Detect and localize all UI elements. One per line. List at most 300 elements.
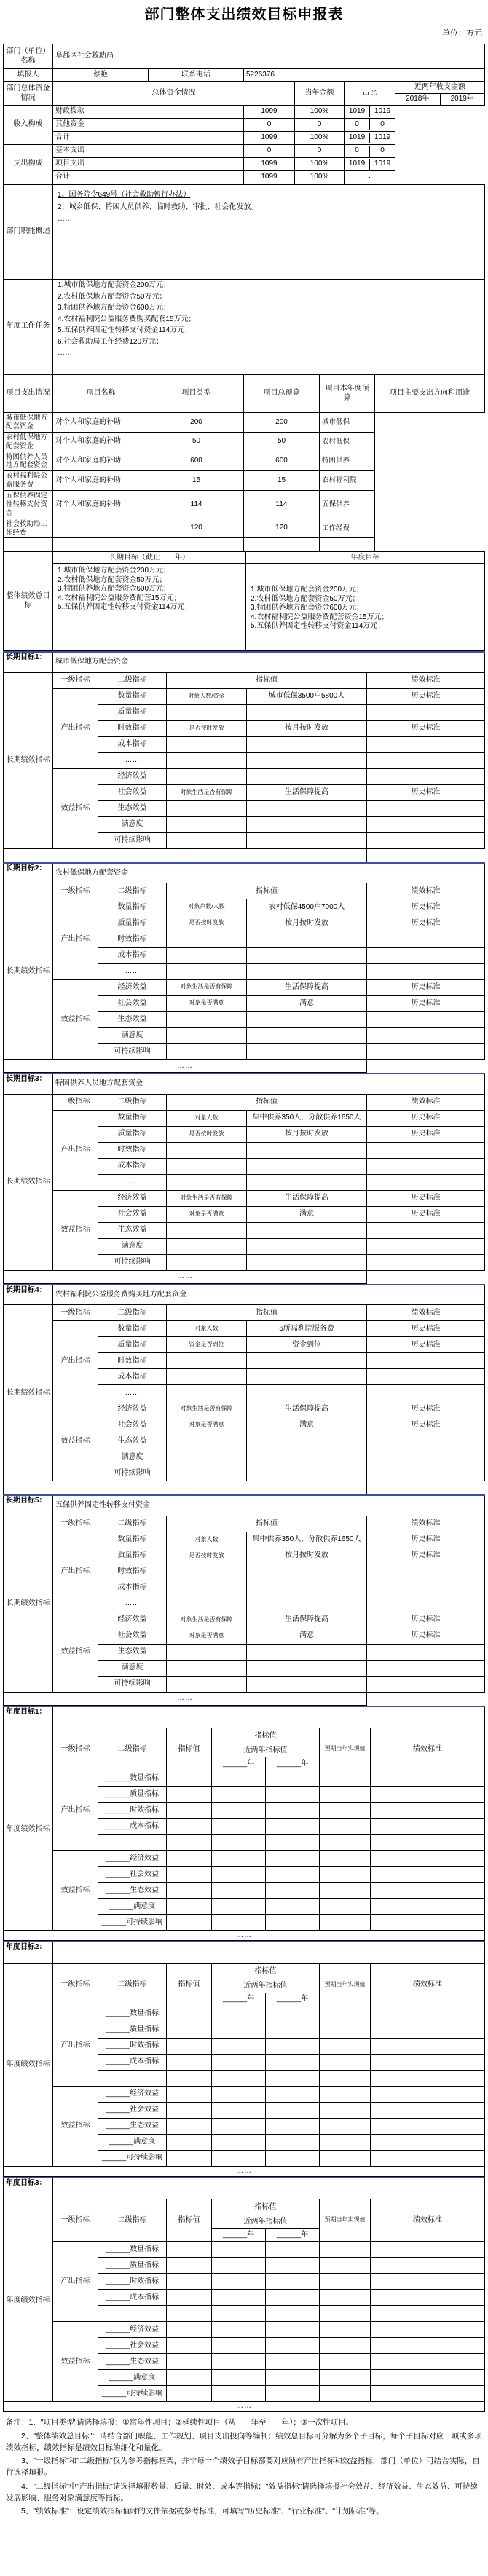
indicator-name[interactable]: 对象生活是否有保障 [167, 784, 247, 800]
annual-cell[interactable] [167, 2274, 212, 2290]
project-total[interactable]: 600 [149, 452, 244, 471]
indicator-value[interactable] [247, 1433, 367, 1449]
project-year[interactable]: 120 [244, 519, 320, 538]
annual-cell[interactable] [212, 2118, 266, 2134]
standard-value[interactable]: 历史标准 [367, 720, 485, 736]
indicator-value[interactable] [247, 1174, 367, 1190]
project-type[interactable] [53, 519, 149, 538]
indicator-name[interactable]: 资金是否到位 [167, 1337, 247, 1353]
annual-cell[interactable] [212, 2242, 266, 2258]
annual-cell[interactable] [266, 1915, 320, 1931]
standard-value[interactable] [367, 1449, 485, 1465]
indicator-name[interactable]: 对象人数 [167, 1110, 247, 1126]
standard-value[interactable]: 历史标准 [367, 915, 485, 931]
annual-cell[interactable] [212, 2150, 266, 2166]
goal-name[interactable]: 农村福利院公益服务费购买地方配套资金 [53, 1285, 485, 1305]
annual-cell[interactable] [167, 2054, 212, 2070]
annual-cell[interactable] [371, 1883, 485, 1899]
annual-cell[interactable] [266, 2038, 320, 2054]
annual-cell[interactable] [371, 1899, 485, 1915]
standard-value[interactable]: 历史标准 [367, 1206, 485, 1222]
indicator-value[interactable]: 按月按时发放 [247, 915, 367, 931]
annual-cell[interactable] [266, 1867, 320, 1883]
indicator-value[interactable] [247, 1580, 367, 1596]
annual-cell[interactable] [212, 1915, 266, 1931]
standard-value[interactable] [367, 1028, 485, 1044]
standard-value[interactable] [367, 1433, 485, 1449]
indicator-value[interactable] [247, 1385, 367, 1401]
standard-value[interactable] [367, 816, 485, 832]
annual-cell[interactable] [320, 2258, 371, 2274]
project-year[interactable]: 114 [244, 491, 320, 519]
indicator-name[interactable] [167, 1353, 247, 1369]
indicator-name[interactable] [167, 1676, 247, 1692]
indicator-name[interactable] [167, 1465, 247, 1481]
annual-cell[interactable] [167, 2354, 212, 2370]
standard-value[interactable] [367, 931, 485, 948]
indicator-value[interactable]: 城市低保3500户5800人 [247, 688, 367, 704]
annual-cell[interactable] [371, 1835, 485, 1851]
standard-value[interactable]: 历史标准 [367, 1548, 485, 1564]
goal-name[interactable]: 城市低保地方配套资金 [53, 652, 485, 672]
annual-cell[interactable] [371, 2134, 485, 2150]
indicator-name[interactable]: 对象人数 [167, 1321, 247, 1337]
annual-cell[interactable] [266, 2274, 320, 2290]
annual-cell[interactable] [167, 2258, 212, 2274]
project-type[interactable]: 对个人和家庭的补助 [53, 432, 149, 452]
indicator-value[interactable] [247, 1238, 367, 1254]
standard-value[interactable] [367, 1254, 485, 1270]
annual-cell[interactable] [167, 2038, 212, 2054]
standard-value[interactable] [367, 948, 485, 964]
annual-cell[interactable] [167, 1770, 212, 1787]
standard-value[interactable] [367, 1238, 485, 1254]
annual-cell[interactable] [167, 2118, 212, 2134]
indicator-name[interactable] [167, 1596, 247, 1612]
fund-row-2018[interactable]: 0 [345, 146, 370, 157]
annual-cell[interactable] [212, 2370, 266, 2386]
project-total[interactable]: 15 [149, 471, 244, 491]
annual-cell[interactable] [320, 1803, 371, 1819]
fund-row-ratio[interactable]: 0 [295, 119, 345, 132]
annual-cell[interactable] [266, 1883, 320, 1899]
year-cell-2[interactable] [266, 2229, 320, 2242]
indicator-value[interactable]: 满意 [247, 996, 367, 1012]
year-goal-content[interactable] [246, 564, 485, 651]
standard-value[interactable]: 历史标准 [367, 784, 485, 800]
annual-cell[interactable] [266, 1899, 320, 1915]
standard-value[interactable] [367, 736, 485, 752]
filler-value[interactable]: 蔡艳 [53, 69, 149, 82]
annual-cell[interactable] [320, 2022, 371, 2038]
indicator-value[interactable] [247, 1222, 367, 1238]
fund-row-2019[interactable]: 1019 [374, 133, 391, 142]
standard-value[interactable] [367, 1353, 485, 1369]
annual-cell[interactable] [212, 2386, 266, 2402]
annual-cell[interactable] [167, 1883, 212, 1899]
indicator-name[interactable] [167, 1433, 247, 1449]
year-cell-1[interactable] [212, 1993, 266, 2006]
indicator-name[interactable] [167, 1385, 247, 1401]
annual-cell[interactable] [371, 2290, 485, 2306]
annual-cell[interactable] [212, 2290, 266, 2306]
annual-cell[interactable] [320, 2070, 371, 2086]
annual-cell[interactable] [371, 2038, 485, 2054]
annual-cell[interactable] [371, 2354, 485, 2370]
annual-cell[interactable] [212, 2054, 266, 2070]
indicator-name[interactable] [167, 800, 247, 816]
indicator-name[interactable] [167, 1174, 247, 1190]
indicator-value[interactable] [247, 752, 367, 768]
annual-cell[interactable] [266, 2118, 320, 2134]
indicator-value[interactable]: 农村低保4500户7000人 [247, 899, 367, 915]
annual-cell[interactable] [212, 1899, 266, 1915]
indicator-value[interactable]: 满意 [247, 1206, 367, 1222]
duty-content[interactable] [53, 185, 485, 280]
indicator-value[interactable] [247, 704, 367, 720]
annual-cell[interactable] [320, 1899, 371, 1915]
indicator-name[interactable] [167, 832, 247, 848]
annual-cell[interactable] [371, 1819, 485, 1835]
indicator-value[interactable]: 满意 [247, 1417, 367, 1433]
annual-name[interactable] [53, 2178, 485, 2199]
annual-cell[interactable] [266, 2134, 320, 2150]
annual-cell[interactable] [320, 2290, 371, 2306]
standard-value[interactable]: 历史标准 [367, 980, 485, 996]
annual-cell[interactable] [320, 2102, 371, 2118]
indicator-name[interactable]: 是否按时发放 [167, 1548, 247, 1564]
annual-cell[interactable] [266, 2258, 320, 2274]
annual-cell[interactable] [371, 2370, 485, 2386]
standard-value[interactable] [367, 832, 485, 848]
annual-cell[interactable] [266, 2054, 320, 2070]
standard-value[interactable] [367, 704, 485, 720]
project-use[interactable]: 城市低保 [320, 413, 375, 433]
indicator-name[interactable] [167, 1012, 247, 1028]
annual-cell[interactable] [167, 2086, 212, 2102]
indicator-name[interactable]: 对象生活是否有保障 [167, 1190, 247, 1206]
indicator-value[interactable] [247, 832, 367, 848]
standard-value[interactable] [367, 752, 485, 768]
annual-cell[interactable] [212, 2322, 266, 2338]
indicator-name[interactable]: 对象是否满意 [167, 996, 247, 1012]
indicator-value[interactable] [247, 1660, 367, 1676]
annual-cell[interactable] [212, 2070, 266, 2086]
annual-cell[interactable] [266, 2322, 320, 2338]
annual-cell[interactable] [371, 2070, 485, 2086]
annual-cell[interactable] [212, 2006, 266, 2022]
annual-cell[interactable] [266, 2370, 320, 2386]
annual-cell[interactable] [167, 1819, 212, 1835]
standard-value[interactable] [367, 1596, 485, 1612]
annual-cell[interactable] [320, 2038, 371, 2054]
standard-value[interactable] [367, 1564, 485, 1580]
annual-cell[interactable] [212, 1835, 266, 1851]
annual-cell[interactable] [371, 2022, 485, 2038]
standard-value[interactable] [367, 1676, 485, 1692]
annual-cell[interactable] [212, 1883, 266, 1899]
standard-value[interactable] [367, 1385, 485, 1401]
indicator-value[interactable]: 6所福利院服务费 [247, 1321, 367, 1337]
annual-cell[interactable] [212, 2038, 266, 2054]
annual-cell[interactable] [212, 2258, 266, 2274]
project-total[interactable]: 200 [149, 413, 244, 433]
annual-cell[interactable] [212, 1770, 266, 1787]
annual-cell[interactable] [167, 2322, 212, 2338]
annual-cell[interactable] [212, 2086, 266, 2102]
annual-cell[interactable] [167, 2290, 212, 2306]
goal-name[interactable]: 五保供养固定性转移支付资金 [53, 1495, 485, 1516]
annual-cell[interactable] [266, 2290, 320, 2306]
indicator-name[interactable]: 对象人数/资金 [167, 688, 247, 704]
standard-value[interactable] [367, 1158, 485, 1174]
annual-cell[interactable] [266, 2386, 320, 2402]
annual-cell[interactable] [320, 1867, 371, 1883]
indicator-value[interactable] [247, 1564, 367, 1580]
project-name[interactable]: 社会救助局工作经费 [4, 519, 53, 538]
annual-cell[interactable] [320, 1835, 371, 1851]
standard-value[interactable]: 历史标准 [367, 1190, 485, 1206]
indicator-name[interactable]: 对象生活是否有保障 [167, 980, 247, 996]
tasks-content[interactable] [53, 280, 485, 374]
indicator-name[interactable] [167, 948, 247, 964]
indicator-name[interactable] [167, 768, 247, 784]
indicator-name[interactable] [167, 1369, 247, 1385]
annual-cell[interactable] [167, 1915, 212, 1931]
project-type[interactable]: 对个人和家庭的补助 [53, 471, 149, 491]
indicator-name[interactable] [167, 1254, 247, 1270]
annual-cell[interactable] [212, 1803, 266, 1819]
annual-cell[interactable] [266, 1851, 320, 1867]
annual-cell[interactable] [212, 2022, 266, 2038]
annual-cell[interactable] [266, 2150, 320, 2166]
project-year[interactable]: 15 [244, 471, 320, 491]
standard-value[interactable]: 历史标准 [367, 1612, 485, 1628]
indicator-name[interactable]: 是否按时发放 [167, 720, 247, 736]
indicator-value[interactable] [247, 1449, 367, 1465]
standard-value[interactable]: 历史标准 [367, 899, 485, 915]
fund-row-2018[interactable] [345, 177, 370, 178]
year-cell-2[interactable] [266, 1757, 320, 1770]
indicator-value[interactable] [247, 736, 367, 752]
indicator-name[interactable]: 对象是否满意 [167, 1417, 247, 1433]
annual-cell[interactable] [167, 2338, 212, 2354]
indicator-value[interactable]: 生活保障提高 [247, 1190, 367, 1206]
fund-row-2018[interactable]: 1019 [345, 159, 370, 170]
annual-cell[interactable] [212, 2134, 266, 2150]
indicator-name[interactable] [167, 1449, 247, 1465]
fund-row-current[interactable]: 1099 [244, 132, 295, 145]
standard-value[interactable] [367, 1012, 485, 1028]
annual-cell[interactable] [320, 1851, 371, 1867]
standard-value[interactable]: 历史标准 [367, 1337, 485, 1353]
annual-cell[interactable] [167, 1835, 212, 1851]
project-use[interactable]: 特困供养 [320, 452, 375, 471]
indicator-value[interactable]: 集中供养350人，分散供养1650人 [247, 1110, 367, 1126]
project-total[interactable]: 120 [149, 519, 244, 538]
annual-cell[interactable] [212, 1851, 266, 1867]
indicator-name[interactable]: 是否按时发放 [167, 1126, 247, 1142]
indicator-value[interactable] [247, 1142, 367, 1158]
annual-cell[interactable] [167, 1867, 212, 1883]
standard-value[interactable] [367, 1580, 485, 1596]
fund-row-ratio[interactable]: 100% [295, 158, 345, 171]
annual-cell[interactable] [371, 2150, 485, 2166]
indicator-name[interactable] [167, 1660, 247, 1676]
standard-value[interactable] [367, 964, 485, 980]
annual-cell[interactable] [320, 2134, 371, 2150]
indicator-name[interactable] [167, 816, 247, 832]
annual-cell[interactable] [371, 2054, 485, 2070]
annual-cell[interactable] [320, 1787, 371, 1803]
annual-cell[interactable] [167, 2006, 212, 2022]
indicator-value[interactable] [247, 1676, 367, 1692]
annual-cell[interactable] [371, 2242, 485, 2258]
project-name[interactable]: 农村福利院公益服务费 [4, 471, 53, 491]
project-use[interactable]: 五保供养 [320, 491, 375, 519]
annual-cell[interactable] [167, 2306, 212, 2322]
annual-cell[interactable] [320, 1819, 371, 1835]
annual-cell[interactable] [266, 2006, 320, 2022]
annual-cell[interactable] [371, 2102, 485, 2118]
annual-cell[interactable] [212, 2274, 266, 2290]
fund-row-2019[interactable]: 0 [380, 120, 385, 129]
annual-cell[interactable] [266, 1819, 320, 1835]
annual-cell[interactable] [320, 2370, 371, 2386]
standard-value[interactable] [367, 1174, 485, 1190]
annual-cell[interactable] [371, 2274, 485, 2290]
annual-cell[interactable] [266, 2070, 320, 2086]
annual-cell[interactable] [167, 2102, 212, 2118]
indicator-value[interactable]: 生活保障提高 [247, 980, 367, 996]
annual-cell[interactable] [320, 2386, 371, 2402]
annual-cell[interactable] [212, 2102, 266, 2118]
annual-cell[interactable] [167, 2150, 212, 2166]
annual-cell[interactable] [320, 2274, 371, 2290]
fund-row-2019[interactable]: 1019 [374, 159, 391, 168]
annual-cell[interactable] [266, 2354, 320, 2370]
standard-value[interactable] [367, 1142, 485, 1158]
fund-row-ratio[interactable]: 100% [295, 132, 345, 145]
fund-row-current[interactable]: 1099 [244, 158, 295, 171]
project-name[interactable]: 五保供养固定性转移支付资金 [4, 491, 53, 519]
goal-name[interactable]: 特困供养人员地方配套资金 [53, 1074, 485, 1094]
annual-cell[interactable] [320, 2150, 371, 2166]
indicator-value[interactable] [247, 1353, 367, 1369]
annual-cell[interactable] [212, 2354, 266, 2370]
standard-value[interactable]: 历史标准 [367, 1321, 485, 1337]
fund-row-ratio[interactable]: 100% [295, 171, 345, 184]
project-use[interactable]: 工作经费 [320, 519, 375, 538]
annual-cell[interactable] [320, 2354, 371, 2370]
fund-row-2019[interactable] [370, 177, 395, 178]
project-total[interactable]: 114 [149, 491, 244, 519]
indicator-name[interactable]: 对象是否满意 [167, 1206, 247, 1222]
annual-cell[interactable] [266, 2338, 320, 2354]
goal-name[interactable]: 农村低保地方配套资金 [53, 863, 485, 883]
indicator-name[interactable] [167, 931, 247, 948]
standard-value[interactable] [367, 1369, 485, 1385]
annual-cell[interactable] [167, 2242, 212, 2258]
indicator-value[interactable]: 生活保障提高 [247, 1401, 367, 1417]
indicator-value[interactable] [247, 1644, 367, 1660]
indicator-value[interactable]: 集中供养350人，分散供养1650人 [247, 1532, 367, 1548]
indicator-name[interactable] [167, 1222, 247, 1238]
annual-cell[interactable] [167, 2386, 212, 2402]
annual-cell[interactable] [167, 2370, 212, 2386]
indicator-value[interactable] [247, 1254, 367, 1270]
indicator-name[interactable]: 对象户数/人数 [167, 899, 247, 915]
project-name[interactable]: 城市低保地方配套资金 [4, 413, 53, 433]
annual-cell[interactable] [266, 1770, 320, 1787]
annual-cell[interactable] [167, 1899, 212, 1915]
annual-cell[interactable] [320, 2086, 371, 2102]
standard-value[interactable]: 历史标准 [367, 688, 485, 704]
indicator-value[interactable]: 满意 [247, 1628, 367, 1644]
year-cell-2[interactable] [266, 1993, 320, 2006]
indicator-name[interactable] [167, 704, 247, 720]
fund-row-current[interactable]: 1099 [244, 106, 295, 119]
indicator-value[interactable] [247, 800, 367, 816]
annual-name[interactable] [53, 1706, 485, 1728]
indicator-value[interactable] [247, 931, 367, 948]
annual-cell[interactable] [320, 1883, 371, 1899]
indicator-name[interactable]: 对象是否满意 [167, 1628, 247, 1644]
indicator-value[interactable]: 按月按时发放 [247, 1126, 367, 1142]
annual-cell[interactable] [212, 2306, 266, 2322]
project-year[interactable]: 600 [244, 452, 320, 471]
annual-cell[interactable] [320, 2338, 371, 2354]
annual-name[interactable] [53, 1942, 485, 1963]
annual-cell[interactable] [266, 2306, 320, 2322]
standard-value[interactable] [367, 1644, 485, 1660]
fund-row-ratio[interactable]: 0 [295, 145, 345, 158]
annual-cell[interactable] [320, 2118, 371, 2134]
annual-cell[interactable] [167, 2022, 212, 2038]
annual-cell[interactable] [371, 1803, 485, 1819]
annual-cell[interactable] [320, 2006, 371, 2022]
indicator-name[interactable] [167, 1238, 247, 1254]
indicator-value[interactable]: 按月按时发放 [247, 1548, 367, 1564]
annual-cell[interactable] [371, 2386, 485, 2402]
project-type[interactable]: 对个人和家庭的补助 [53, 413, 149, 433]
indicator-name[interactable]: 对象生活是否有保障 [167, 1612, 247, 1628]
indicator-value[interactable] [247, 1158, 367, 1174]
annual-cell[interactable] [371, 1787, 485, 1803]
annual-cell[interactable] [371, 2118, 485, 2134]
project-year[interactable]: 200 [244, 413, 320, 433]
annual-cell[interactable] [212, 2338, 266, 2354]
standard-value[interactable] [367, 1222, 485, 1238]
indicator-value[interactable] [247, 964, 367, 980]
indicator-value[interactable] [247, 1044, 367, 1060]
annual-cell[interactable] [371, 2322, 485, 2338]
annual-cell[interactable] [320, 2322, 371, 2338]
annual-cell[interactable] [266, 1803, 320, 1819]
fund-row-current[interactable]: 0 [244, 119, 295, 132]
year-cell-1[interactable] [212, 2229, 266, 2242]
annual-cell[interactable] [167, 2070, 212, 2086]
annual-cell[interactable] [266, 1787, 320, 1803]
annual-cell[interactable] [371, 2306, 485, 2322]
annual-cell[interactable] [266, 2022, 320, 2038]
fund-row-2019[interactable]: 1019 [374, 107, 391, 116]
annual-cell[interactable] [371, 2086, 485, 2102]
annual-cell[interactable] [371, 2258, 485, 2274]
annual-cell[interactable] [371, 1915, 485, 1931]
fund-row-current[interactable]: 1099 [244, 171, 295, 184]
standard-value[interactable]: 历史标准 [367, 1532, 485, 1548]
